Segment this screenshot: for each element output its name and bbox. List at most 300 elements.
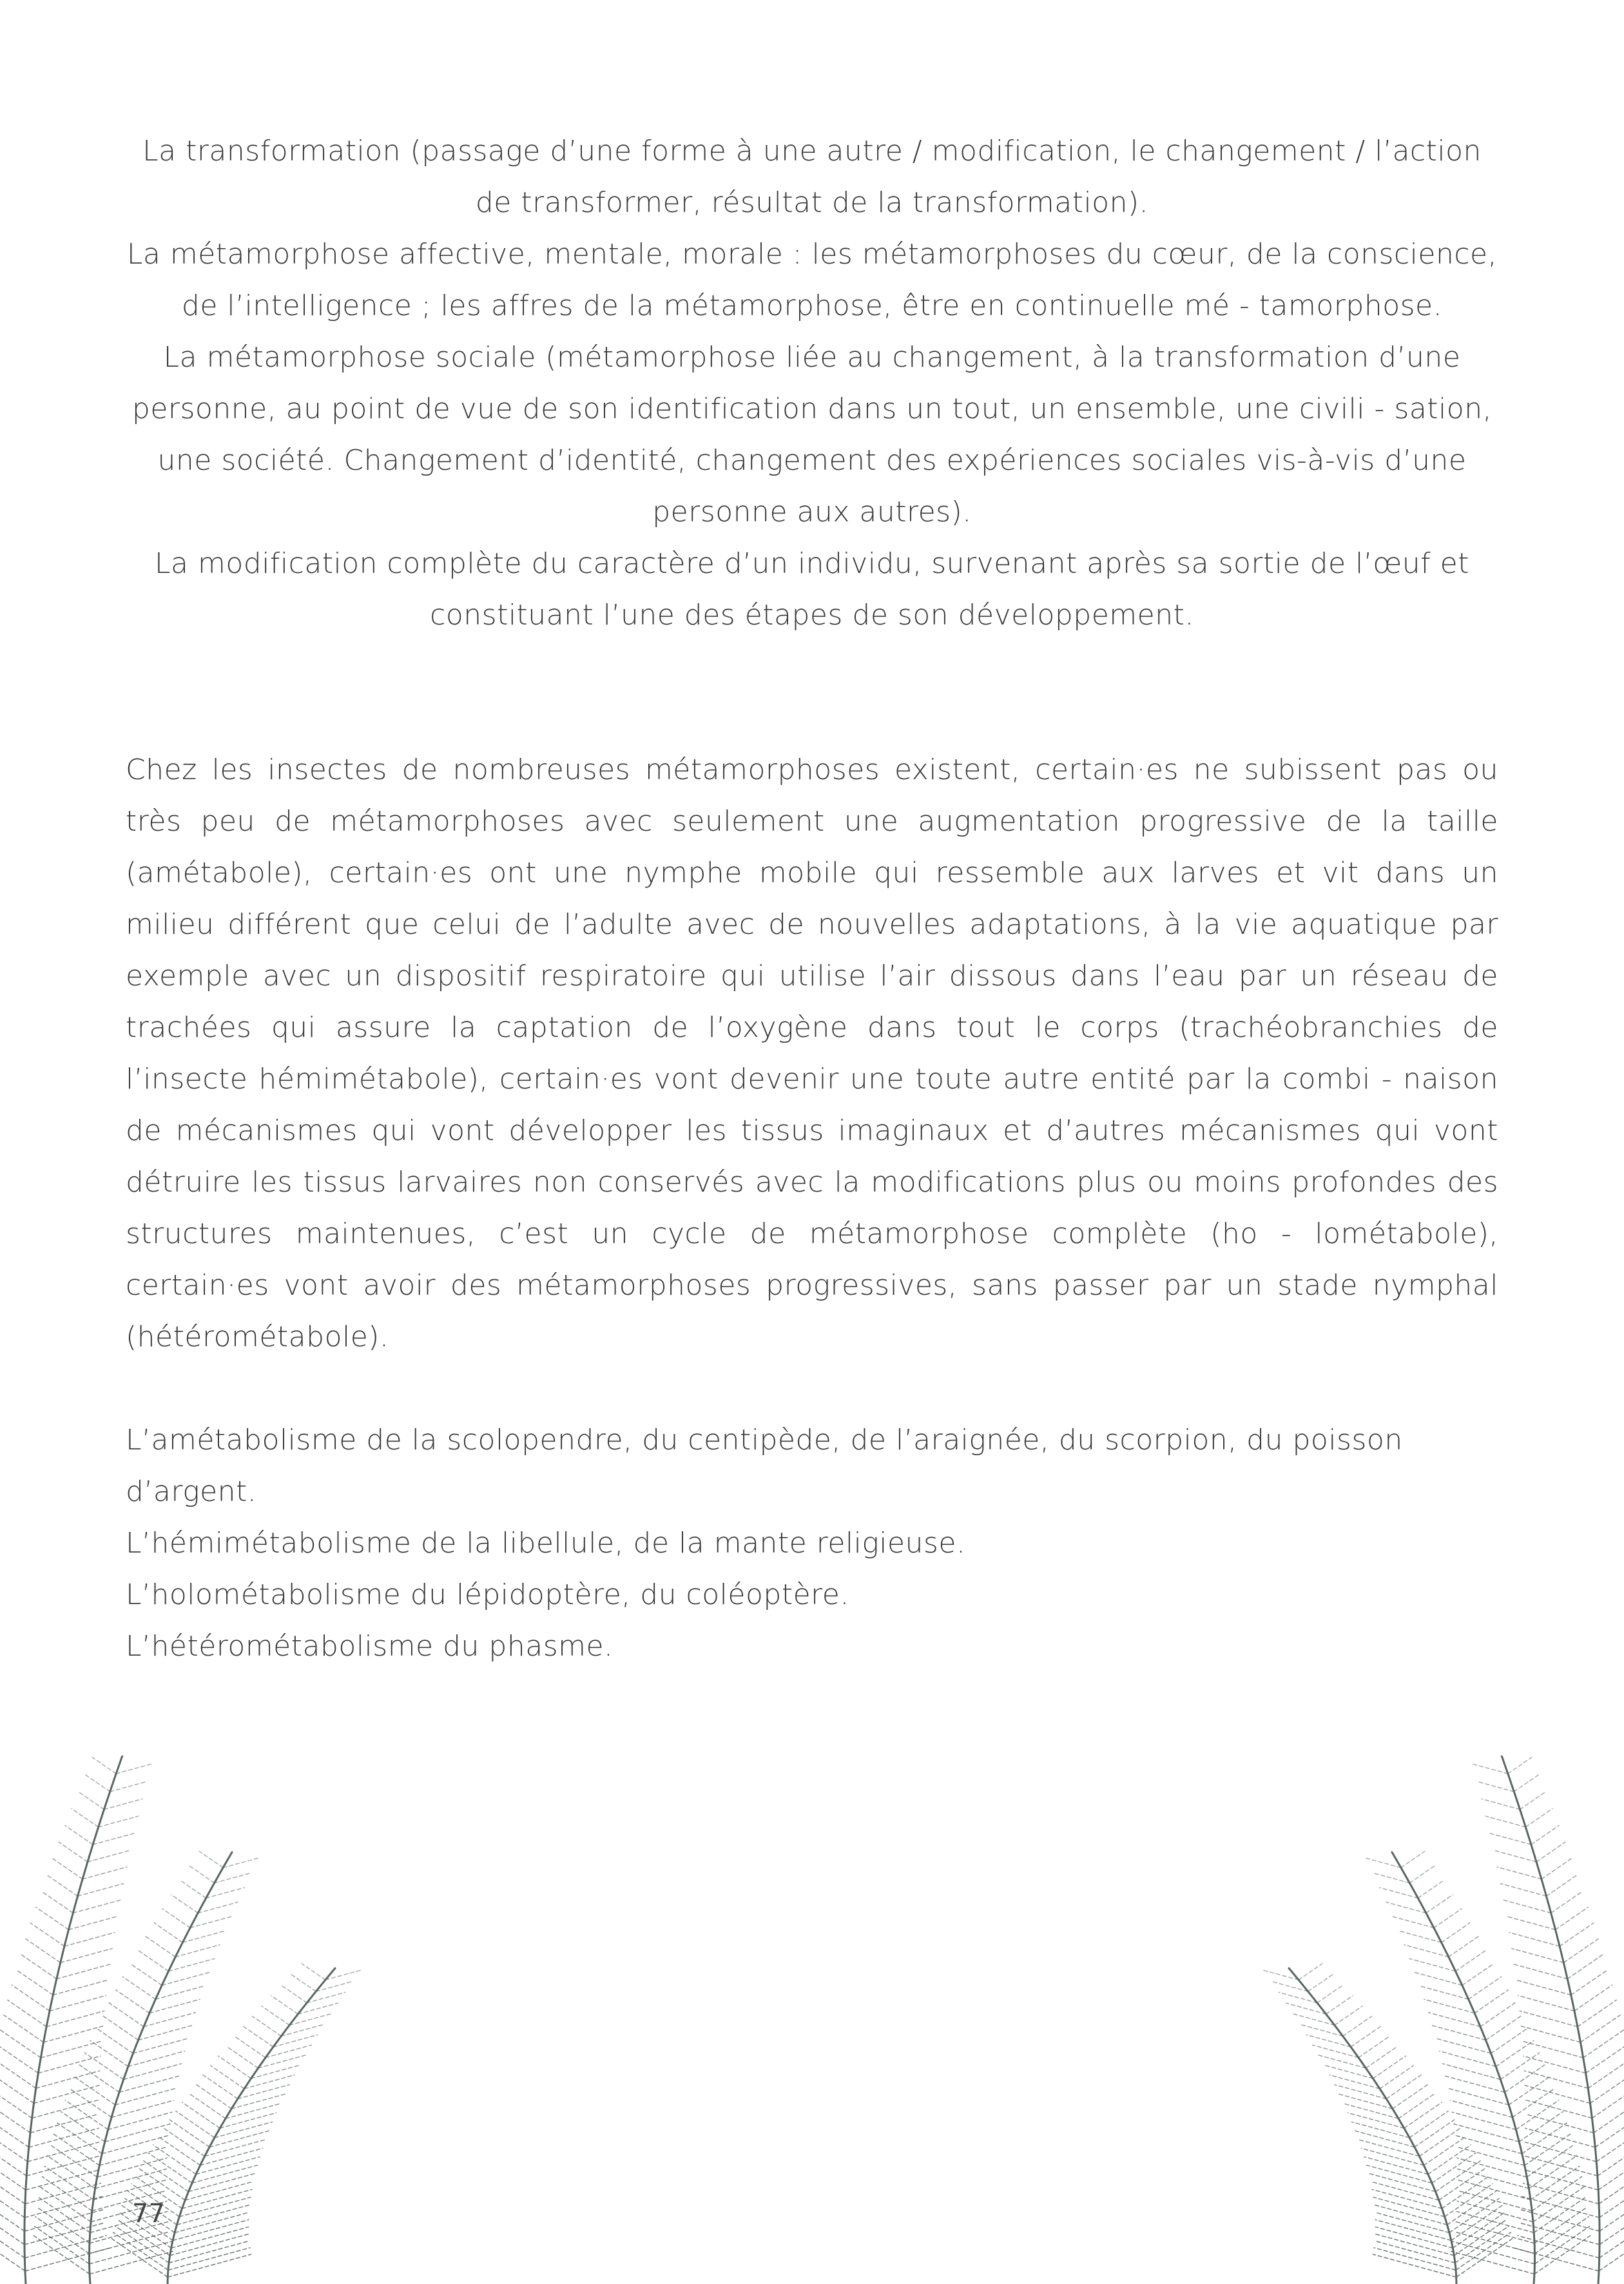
fern-leaflet [205,2140,266,2156]
fern-leaflet [1534,2207,1587,2243]
fern-leaflet [1523,2183,1599,2203]
fern-leaflet [1600,2182,1624,2218]
fern-leaflet [302,1964,325,1980]
examples-list [126,1415,1498,1672]
fern-leaflet [1560,1923,1593,1946]
fern-leaflet [1286,2003,1326,2014]
fern-leaflet [203,2075,238,2099]
fern-leaflet [1505,2065,1545,2092]
fern-leaflet [1567,1954,1603,1979]
fern-leaflet [1404,2102,1442,2128]
fern-leaflet [1457,2158,1527,2177]
fern-leaflet [1362,2148,1424,2165]
fern-leaflet [281,1985,307,2002]
fern-leaflet [1375,2241,1455,2263]
fern-leaflet [130,1964,162,1986]
fern-leaflet [0,2044,38,2073]
fern-leaflet [159,2136,200,2165]
fern-leaflet [1469,1977,1502,1999]
fern-leaflet [1524,2071,1588,2088]
fern-leaflet [1525,2134,1571,2165]
fern-leaflet [1456,2212,1534,2233]
fern-leaflet [1452,2112,1516,2129]
fern-leaflet [1373,2197,1445,2216]
fern-leaflet [1534,2226,1589,2263]
definition-affective: La métamorphose affective, mentale, morale : les métamorphoses du cœur, de la conscience, de l’intelligence ; les affres de la métamorphose, être en continuelle mé - tamorphose. [126,238,1498,322]
insect-metamorphosis-paragraph: Chez les insectes de nombreuses métamorphoses existent, certain·es ne subissent pas ou très peu de métamorphoses avec seulement une augmentation progressive de la taille (amétabole), certain·es ont une nymphe mobile qui ressemble aux larves et vit dans un milieu différent que celui de l’adulte avec de nouvelles adaptations, à la vie aquatique par exemple avec un dispositif respiratoire qui utilise l’air dissous dans l’eau par un réseau de trachées qui assure la captation de l’oxygène dans tout le corps (trachéobranchies de l’insecte hémimétabole), certain·es vont devenir une toute autre entité par la combi - naison de mécanismes qui vont développer les tissus imaginaux et d’autres mécanismes qui vont détruire les tissus larvaires non conservés avec la modifications plus ou moins profondes des structures maintenues, c’est un cycle de métamorphose complète (ho - lométabole), certain·es vont avoir des métamorphoses progressives, sans passer par un stade nymphal (hétérométabole). [126,753,1498,1353]
fern-leaflet [1393,2084,1429,2109]
fern-leaflet [0,2087,32,2118]
fern-leaflet [79,2065,119,2092]
fern-leaflet [1440,2051,1496,2067]
fern-illustration-left [0,1756,400,2284]
fern-stem [168,1968,335,2284]
fern-leaflet [1458,2191,1532,2211]
definition-biologique: La modification complète du caractère d’un individu, survenant après sa sortie de l’œuf et constituant l’une des étapes de son développement. [155,547,1469,632]
fern-leaflet [25,2183,101,2203]
fern-leaflet [1450,2100,1513,2117]
fern-stem [1289,1968,1456,2284]
fern-leaflet [0,2073,34,2104]
fern-leaflet [111,2100,174,2117]
fern-leaflet [1512,1948,1564,1962]
fern-leaflet [1571,1969,1608,1995]
fern-leaflet [0,2232,25,2271]
fern-leaflet [1514,1964,1567,1979]
fern-leaflet [1508,1757,1532,1774]
fern-leaflet [24,2223,105,2245]
fern-leaflet [1355,2131,1415,2147]
fern-leaflet [122,1977,155,1999]
fern-leaflet [154,1922,183,1942]
fern-leaflet [189,2093,226,2118]
fern-leaflet [0,2220,24,2258]
fern-leaflet [162,1909,190,1928]
fern-leaflet [138,2026,191,2040]
fern-leaflet [1415,1972,1462,1985]
fern-leaflet [113,2232,168,2270]
fern-leaflet [59,1842,88,1862]
fern-leaflet [1343,2017,1372,2037]
fern-leaflet [192,2165,257,2183]
definitions-block [126,126,1498,641]
fern-leaflet [1445,2184,1493,2217]
fern-leaflet [144,2013,196,2027]
fern-leaflet [164,2128,204,2156]
fern-leaflet [90,2251,173,2274]
fern-leaflet [1367,2165,1432,2183]
fern-illustration-right [1224,1756,1624,2284]
fern-leaflet [102,2135,169,2153]
fern-leaflet [70,2089,111,2118]
fern-leaflet [1420,1986,1469,1999]
fern-leaflet [36,2071,100,2088]
fern-leaflet [115,1990,149,2013]
fern-leaflet [168,2254,251,2277]
fern-leaflet [1409,1959,1455,1971]
fern-leaflet [99,1816,139,1827]
fern-leaflet [1442,1922,1471,1942]
fern-leaflet [1432,2153,1476,2183]
fern-leaflet [93,1834,134,1845]
fern-leaflet [1592,2087,1624,2118]
fern-leaflet [1453,2241,1534,2264]
fern-leaflet [1518,2236,1600,2258]
fern-leaflet [1456,2147,1525,2165]
fern-leaflet [119,2076,179,2092]
fern-leaflet [53,1859,82,1879]
fern-leaflet [88,1850,131,1862]
fern-leaflet [37,2207,90,2243]
fern-leaflet [1563,1939,1598,1962]
fern-leaflet [196,2157,260,2174]
example-ametabolisme: L’amétabolisme de la scolopendre, du centipède, de l’araignée, du scorpion, du poisson d’argent. [126,1424,1403,1508]
fern-leaflet [78,1884,124,1896]
fern-leaflet [1386,2075,1421,2099]
fern-leaflet [104,1799,142,1809]
fern-leaflet [1519,2112,1563,2142]
fern-leaflet [85,1775,110,1792]
fern-leaflet [61,1948,113,1962]
fern-leaflet [1493,1850,1536,1862]
fern-leaflet [1600,2195,1624,2231]
fern-leaflet [92,1757,116,1774]
fern-leaflet [1599,2169,1624,2203]
fern-leaflet [1364,2157,1428,2174]
fern-leaflet [34,2226,89,2263]
fern-leaflet [1482,1799,1520,1809]
fern-leaflet [1534,2236,1590,2274]
fern-leaflet [182,1931,226,1942]
fern-leaflet [4,2015,44,2042]
fern-leaflet [1477,1781,1514,1792]
fern-leaflet [169,2241,249,2263]
page-number: 77 [132,2199,165,2229]
fern-leaflet [182,2189,251,2209]
fern-leaflet [1583,2029,1624,2058]
fern-leaflet [148,2153,192,2183]
fern-leaflet [1497,1867,1542,1879]
fern-leaflet [1299,1964,1322,1980]
fern-leaflet [1520,2011,1578,2027]
fern-leaflet [32,2100,99,2118]
fern-leaflet [168,2248,250,2270]
fern-leaflet [1491,2028,1528,2053]
fern-stem [1392,1852,1535,2284]
fern-leaflet [0,2195,24,2231]
fern-leaflet [105,2124,170,2142]
fern-leaflet [1393,1917,1434,1928]
fern-leaflet [0,2169,25,2203]
fern-leaflet [196,2084,232,2109]
fern-leaflet [1527,2145,1574,2177]
fern-leaflet [1401,1852,1425,1868]
fern-leaflet [1380,2066,1413,2089]
fern-leaflet [99,2147,168,2165]
fern-leaflet [1447,2191,1496,2225]
fern-leaflet [38,2197,90,2232]
fern-leaflet [108,2112,172,2129]
fern-leaflet [1521,2026,1580,2042]
fern-leaflet [124,2064,182,2080]
fern-leaflet [1507,1917,1556,1930]
fern-leaflet [82,1867,127,1879]
fern-leaflet [188,2173,255,2191]
fern-leaflet [1449,2198,1499,2232]
fern-leaflet [0,2142,26,2176]
fern-leaflet [1581,2015,1621,2042]
fern-leaflet [1473,1764,1508,1774]
fern-leaflet [316,1981,353,1991]
fern-leaflet [209,2131,269,2147]
fern-leaflet [1551,1891,1583,1913]
fern-leaflet [1415,2120,1455,2147]
fern-leaflet [1456,2221,1534,2243]
fern-leaflet [90,2241,171,2264]
fern-leaflet [1358,2140,1419,2156]
fern-leaflet [298,2003,338,2014]
fern-leaflet [47,1875,78,1896]
fern-leaflet [1595,2115,1624,2147]
fern-leaflet [1317,1985,1343,2002]
fern-leaflet [1426,1895,1453,1913]
fern-leaflet [1600,2220,1624,2258]
fern-leaflet [1525,2086,1590,2104]
fern-leaflet [1534,2197,1585,2232]
fern-leaflet [211,2066,244,2089]
fern-leaflet [1520,1792,1546,1809]
fern-leaflet [179,2197,251,2216]
fern-leaflet [1509,1933,1560,1946]
fern-leaflet [1522,2123,1567,2154]
fern-leaflet [65,1826,93,1845]
fern-leaflet [325,1970,361,1980]
fern-leaflet [146,1937,175,1957]
fern-leaflet [175,1945,220,1957]
fern-leaflet [41,2041,101,2058]
fern-leaflet [153,2145,196,2174]
fern-leaflet [1529,2156,1576,2189]
fern-leaflet [1490,1834,1531,1845]
fern-leaflet [1456,2232,1511,2270]
fern-leaflet [96,2028,133,2053]
fern-leaflet [1409,2111,1448,2138]
fern-leaflet [53,2134,99,2165]
fern-leaflet [1372,2189,1442,2209]
fern-leaflet [1335,2006,1362,2026]
fern-leaflet [253,2017,282,2037]
fern-leaflet [189,1866,214,1882]
fern-leaflet [200,2148,263,2165]
fern-leaflet [61,2112,105,2142]
fern-leaflet [162,1972,209,1985]
fern-leaflet [34,2086,99,2104]
definition-transformation: La transformation (passage d’une forme à une autre / modification, le changement / l’action de transformer, résultat de la transformation). [142,135,1482,219]
fern-leaflet [169,2120,209,2147]
fern-leaflet [291,1975,316,1991]
fern-leaflet [1279,1992,1317,2002]
fern-leaflet [1485,1816,1525,1827]
fern-leaflet [171,1895,198,1913]
fern-leaflet [50,2145,97,2177]
fern-leaflet [21,1954,57,1979]
fern-leaflet [1271,1981,1308,1991]
fern-leaflet [1373,2254,1456,2277]
fern-leaflet [57,2123,102,2154]
fern-leaflet [1442,2176,1489,2209]
fern-leaflet [57,1964,110,1979]
fern-leaflet [1462,1964,1494,1986]
fern-leaflet [133,2038,188,2053]
fern-leaflet [1448,2088,1509,2105]
fern-leaflet [1596,2129,1624,2162]
fern-leaflet [180,1881,206,1898]
fern-leaflet [1531,1826,1559,1845]
fern-leaflet [1428,2145,1471,2174]
fern-leaflet [1453,2212,1504,2248]
fern-leaflet [1371,2182,1439,2200]
fern-leaflet [1263,1970,1299,1980]
fern-leaflet [38,2056,101,2073]
fern-leaflet [44,2026,103,2042]
fern-leaflet [1518,1995,1575,2011]
fern-leaflet [1524,2170,1598,2191]
fern-leaflet [73,1900,121,1913]
fern-leaflet [1578,2000,1616,2026]
fern-leaflet [1454,2219,1507,2255]
fern-leaflet [168,1959,214,1971]
fern-leaflet [150,1999,200,2013]
fern-leaflet [1523,2056,1586,2073]
fern-leaflet [1514,1775,1538,1792]
fern-leaflet [16,1969,53,1995]
fern-leaflet [1404,1945,1449,1957]
example-holometabolisme: L’holométabolisme du lépidoptère, du coléoptère. [126,1578,849,1611]
fern-leaflet [64,1933,115,1946]
fern-leaflet [46,2011,104,2027]
fern-leaflet [1451,2251,1534,2274]
fern-leaflet [1358,2037,1389,2058]
fern-leaflet [182,2102,220,2128]
fern-leaflet [1556,1907,1589,1930]
fern-leaflet [1590,2073,1624,2104]
example-heterometabolisme: L’hétérométabolisme du phasme. [126,1630,614,1663]
fern-leaflet [35,2217,90,2254]
fern-leaflet [1436,2038,1491,2053]
fern-leaflet [1442,2064,1500,2080]
fern-leaflet [0,2115,29,2147]
fern-leaflet [26,1939,61,1962]
fern-leaflet [84,2053,123,2079]
fern-leaflet [110,1781,147,1792]
fern-leaflet [1598,2142,1624,2176]
fern-leaflet [176,2111,215,2138]
fern-leaflet [1455,2135,1522,2153]
fern-leaflet [1419,2128,1460,2156]
fern-leaflet [72,1808,99,1827]
fern-leaflet [262,2006,289,2026]
fern-leaflet [1424,1999,1474,2013]
fern-leaflet [1519,2223,1600,2245]
fern-leaflet [68,1917,117,1930]
fern-leaflet [1434,1909,1462,1928]
insect-metamorphosis-paragraph-block [126,744,1498,1363]
fern-leaflet [1516,2100,1558,2130]
fern-leaflet [1308,1975,1333,1991]
fern-leaflet [1409,1866,1434,1882]
fern-leaflet [1586,2044,1624,2073]
fern-leaflet [8,2000,46,2026]
fern-leaflet [95,2169,167,2189]
fern-leaflet [1398,1931,1442,1942]
fern-leaflet [155,1986,204,1999]
fern-leaflet [1456,1950,1487,1971]
fern-leaflet [1500,1884,1546,1896]
fern-leaflet [1522,2041,1583,2058]
fern-leaflet [199,1852,223,1868]
fern-leaflet [1542,1859,1571,1879]
fern-leaflet [1500,2053,1539,2079]
fern-leaflet [1503,1900,1551,1913]
fern-leaflet [53,1980,108,1995]
fern-leaflet [47,2156,95,2189]
fern-leaflet [1398,2093,1435,2118]
fern-leaflet [1525,2100,1592,2118]
fern-leaflet [26,2170,100,2191]
fern-leaflet [65,2100,108,2130]
fern-leaflet [0,2207,24,2244]
fern-leaflet [190,1917,231,1928]
fern-leaflet [1600,2207,1624,2244]
fern-leaflet [244,2026,273,2047]
fern-leaflet [307,1992,345,2002]
fern-leaflet [1449,1937,1478,1957]
fern-leaflet [1496,2040,1534,2066]
fern-leaflet [1513,2089,1554,2118]
fern-leaflet [30,1923,64,1946]
fern-leaflet [1428,2013,1480,2027]
fern-leaflet [97,2158,167,2177]
fern-leaflet [1546,1875,1577,1896]
fern-leaflet [116,1764,151,1774]
fern-leaflet [1525,1808,1552,1827]
fern-leaflet [138,1950,169,1971]
fern-leaflet [24,2236,106,2258]
fern-leaflet [1433,2026,1486,2040]
fern-leaflet [41,1891,73,1913]
fern-leaflet [115,2088,176,2105]
definition-sociale: La métamorphose sociale (métamorphose liée au changement, à la transformation d’une personne, au point de vue de son identification dans un tout, un ensemble, une civili - sation, une société. Changement d’identité, changement des expériences sociales vis-à-vis d’une personne aux autres). [131,341,1493,528]
fern-leaflet [0,2029,41,2058]
fern-leaflet [1374,2248,1456,2270]
fern-leaflet [1599,2232,1624,2271]
fern-leaflet [1535,2217,1589,2254]
fern-leaflet [1458,2169,1529,2189]
fern-leaflet [1516,1980,1571,1995]
fern-leaflet [1369,2173,1436,2191]
fern-leaflet [128,2051,185,2067]
fern-leaflet [36,1907,69,1930]
fern-leaflet [1474,1990,1508,2013]
fern-leaflet [1326,1996,1353,2015]
fern-leaflet [34,2236,90,2274]
fern-leaflet [90,2040,128,2066]
fern-leaflet [0,2182,24,2218]
fern-leaflet [78,1792,104,1809]
example-hemimetabolisme: L’hémimétabolisme de la libellule, de la mante religieuse. [126,1527,966,1560]
fern-leaflet [50,1995,106,2011]
fern-leaflet [235,2037,266,2058]
